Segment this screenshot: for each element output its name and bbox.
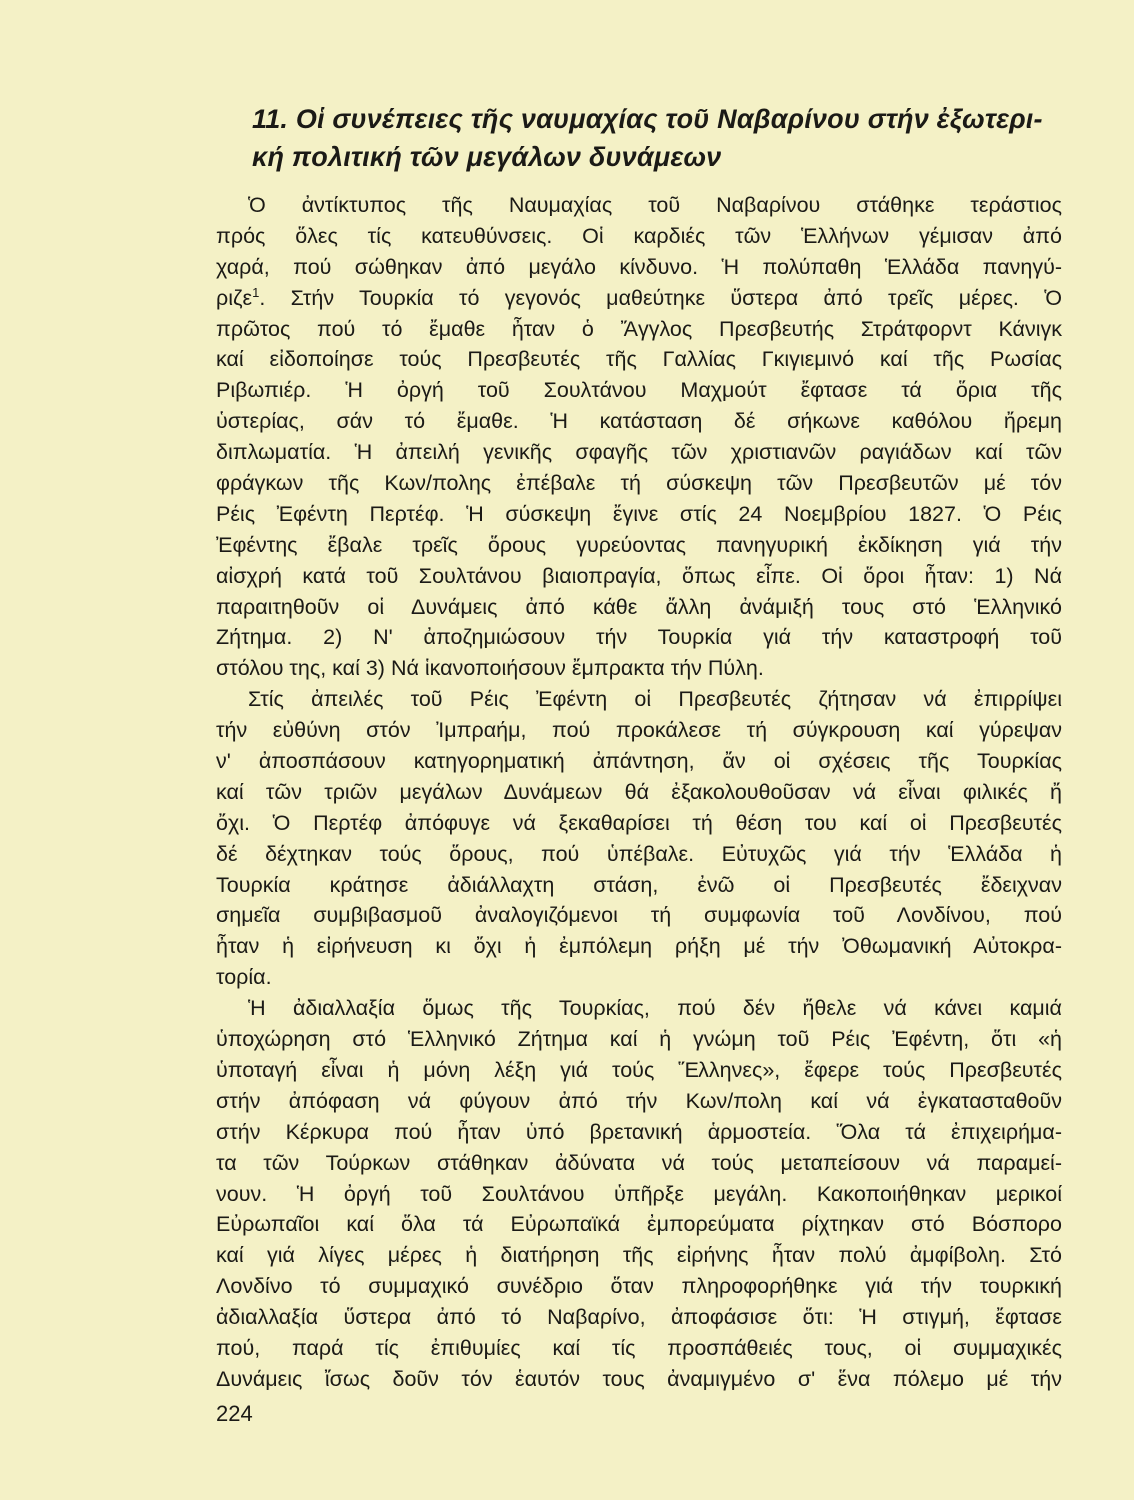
text-line: ὑποταγή εἶναι ἡ μόνη λέξη γιά τούς Ἕλληνες», ἔφερε τούς Πρεσβευτές <box>216 1057 1062 1082</box>
text-line: πού, παρά τίς ἐπιθυμίες καί τίς προσπάθειές τους, οἱ συμμαχικές <box>216 1335 1062 1360</box>
text-line: τήν εὐθύνη στόν Ἰμπραήμ, πού προκάλεσε τή σύγκρουση καί γύρεψαν <box>216 718 1062 743</box>
paragraph-1 <box>216 190 1062 684</box>
text-line: Δυνάμεις ἴσως δοῦν τόν ἑαυτόν τους ἀναμιγμένο σ' ἕνα πόλεμο μέ τήν <box>216 1366 1062 1391</box>
text-line: Ρέις Ἐφέντη Περτέφ. Ἡ σύσκεψη ἔγινε στίς 24 Νοεμβρίου 1827. Ὁ Ρέις <box>216 501 1062 526</box>
text-line: ν' ἀποσπάσουν κατηγορηματική ἀπάντηση, ἄν οἱ σχέσεις τῆς Τουρκίας <box>216 749 1062 774</box>
text-line: νουν. Ἡ ὀργή τοῦ Σουλτάνου ὑπῆρξε μεγάλη. Κακοποιήθηκαν μερικοί <box>216 1181 1062 1206</box>
paragraph-2 <box>216 684 1062 993</box>
text-line: Στίς ἀπειλές τοῦ Ρέις Ἐφέντη οἱ Πρεσβευτές ζήτησαν νά ἐπιρρίψει <box>248 687 1062 712</box>
text-line: Λονδίνο τό συμμαχικό συνέδριο ὅταν πληροφορήθηκε γιά τήν τουρκική <box>216 1274 1062 1299</box>
text-line: καί γιά λίγες μέρες ἡ διατήρηση τῆς εἰρήνης ἦταν πολύ ἀμφίβολη. Στό <box>216 1243 1062 1268</box>
text-line: παραιτηθοῦν οἱ Δυνάμεις ἀπό κάθε ἄλλη ἀνάμιξή τους στό Ἑλληνικό <box>216 594 1062 619</box>
text-line: Ἡ ἀδιαλλαξία ὅμως τῆς Τουρκίας, πού δέν ἤθελε νά κάνει καμιά <box>248 996 1062 1021</box>
text-line: στήν Κέρκυρα πού ἦταν ὑπό βρετανική ἁρμοστεία. Ὅλα τά ἐπιχειρήμα- <box>216 1119 1062 1144</box>
footnote-mark: 1 <box>252 284 260 300</box>
text-line: ὑποχώρηση στό Ἑλληνικό Ζήτημα καί ἡ γνώμη τοῦ Ρέις Ἐφέντη, ὅτι «ἡ <box>216 1027 1062 1052</box>
text-line: Εὐρωπαῖοι καί ὅλα τά Εὐρωπαϊκά ἐμπορεύματα ρίχτηκαν στό Βόσπορο <box>216 1212 1062 1237</box>
text-line: ὄχι. Ὁ Περτέφ ἀπόφυγε νά ξεκαθαρίσει τή θέση του καί οἱ Πρεσβευτές <box>216 810 1062 835</box>
text-line: πρός ὅλες τίς κατευθύνσεις. Οἱ καρδιές τῶν Ἑλλήνων γέμισαν ἀπό <box>216 223 1062 248</box>
text-line: Ἐφέντης ἔβαλε τρεῖς ὅρους γυρεύοντας πανηγυρική ἐκδίκηση γιά τήν <box>216 532 1062 557</box>
text-line: στήν ἀπόφαση νά φύγουν ἀπό τήν Κων/πολη καί νά ἐγκατασταθοῦν <box>216 1088 1062 1113</box>
text-line: Τουρκία κράτησε ἀδιάλλαχτη στάση, ἐνῶ οἱ Πρεσβευτές ἔδειχναν <box>216 872 1062 897</box>
text-line: διπλωματία. Ἡ ἀπειλή γενικῆς σφαγῆς τῶν χριστιανῶν ραγιάδων καί τῶν <box>216 440 1062 465</box>
heading-line-1: 11. Οἱ συνέπειες τῆς ναυμαχίας τοῦ Ναβαρίνου στήν ἐξωτερι- <box>252 104 1043 134</box>
text-line: Ριβωπιέρ. Ἡ ὀργή τοῦ Σουλτάνου Μαχμούτ ἔφτασε τά ὅρια τῆς <box>216 378 1062 403</box>
paragraph-3 <box>216 993 1062 1395</box>
text-line: καί τῶν τριῶν μεγάλων Δυνάμεων θά ἐξακολουθοῦσαν νά εἶναι φιλικές ἤ <box>216 779 1062 804</box>
page-number: 224 <box>216 1401 253 1426</box>
text-line: Ζήτημα. 2) Ν' ἀποζημιώσουν τήν Τουρκία γιά τήν καταστροφή τοῦ <box>216 625 1062 650</box>
text-line: ὑστερίας, σάν τό ἔμαθε. Ἡ κατάσταση δέ σήκωνε καθόλου ἤρεμη <box>216 409 1062 434</box>
text-line <box>216 283 1062 314</box>
text-line: χαρά, πού σώθηκαν ἀπό μεγάλο κίνδυνο. Ἡ πολύπαθη Ἑλλάδα πανηγύ- <box>216 254 1062 279</box>
text-fragment: ριζε <box>216 285 253 310</box>
text-line: σημεῖα συμβιβασμοῦ ἀναλογιζόμενοι τή συμφωνία τοῦ Λονδίνου, πού <box>216 903 1062 928</box>
text-line: πρῶτος πού τό ἔμαθε ἦταν ὁ Ἄγγλος Πρεσβευτής Στράτφορντ Κάνιγκ <box>216 316 1062 341</box>
text-line: αἰσχρή κατά τοῦ Σουλτάνου βιαιοπραγία, ὅπως εἶπε. Οἱ ὅροι ἦταν: 1) Νά <box>216 563 1062 588</box>
text-fragment: . Στήν Τουρκία τό γεγονός μαθεύτηκε ὕστερα ἀπό τρεῖς μέρες. Ὁ <box>259 285 1062 310</box>
body-text <box>216 190 1062 1395</box>
text-line: καί εἰδοποίησε τούς Πρεσβευτές τῆς Γαλλίας Γκιγιεμινό καί τῆς Ρωσίας <box>216 347 1062 372</box>
section-heading <box>252 100 1072 176</box>
text-line: τα τῶν Τούρκων στάθηκαν ἀδύνατα νά τούς μεταπείσουν νά παραμεί- <box>216 1150 1062 1175</box>
text-line: τορία. <box>216 965 272 990</box>
text-line: ἀδιαλλαξία ὕστερα ἀπό τό Ναβαρίνο, ἀποφάσισε ὅτι: Ἡ στιγμή, ἔφτασε <box>216 1305 1062 1330</box>
text-line: δέ δέχτηκαν τούς ὅρους, πού ὑπέβαλε. Εὐτυχῶς γιά τήν Ἑλλάδα ἡ <box>216 841 1062 866</box>
text-line: Ὁ ἀντίκτυπος τῆς Ναυμαχίας τοῦ Ναβαρίνου στάθηκε τεράστιος <box>248 193 1062 217</box>
text-line: στόλου της, καί 3) Νά ἱκανοποιήσουν ἔμπρακτα τήν Πύλη. <box>216 656 764 681</box>
text-line: ἦταν ἡ εἰρήνευση κι ὄχι ἡ ἐμπόλεμη ρήξη μέ τήν Ὀθωμανική Αὐτοκρα- <box>216 934 1062 959</box>
text-line: φράγκων τῆς Κων/πολης ἐπέβαλε τή σύσκεψη τῶν Πρεσβευτῶν μέ τόν <box>216 471 1062 496</box>
heading-line-2: κή πολιτική τῶν μεγάλων δυνάμεων <box>252 142 722 172</box>
